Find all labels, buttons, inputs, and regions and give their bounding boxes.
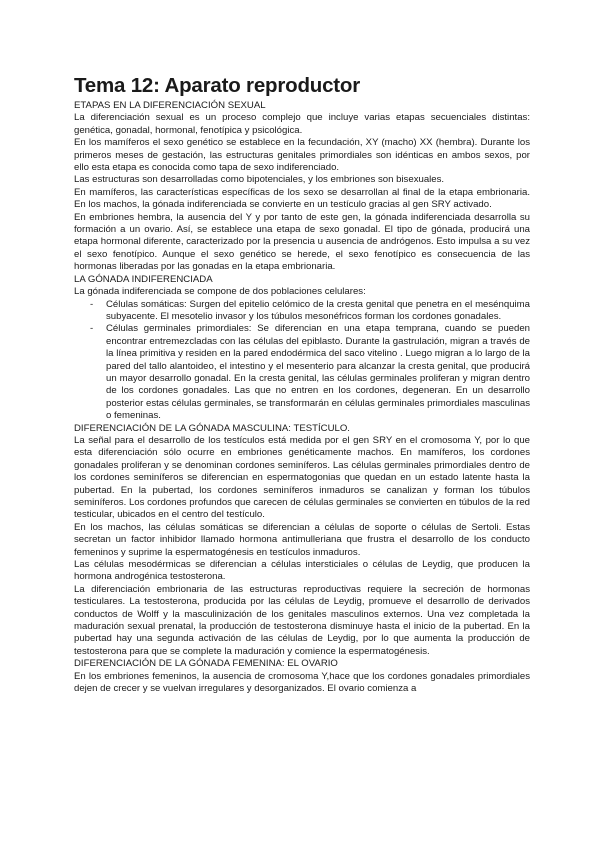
paragraph: Las células mesodérmicas se diferencian a células intersticiales o células de Leydig, que producen la hormona androgénica testosterona.	[74, 559, 530, 583]
dash-bullet-icon: -	[90, 323, 94, 335]
section-gonada-femenina	[74, 658, 530, 695]
section-heading: DIFERENCIACIÓN DE LA GÓNADA FEMENINA: EL OVARIO	[74, 658, 338, 670]
list-item: - Células somáticas: Surgen del epitelio celómico de la cresta genital que penetra en el mesénquima subyacente. El mesotelio invasor y los túbulos mesonéfricos forman los cordones gonadales.	[90, 298, 530, 322]
paragraph: En los mamíferos el sexo genético se establece en la fecundación, XY (macho) XX (hembra). Durante los primeros meses de gestación, las estructuras genitales primordiales son idénticas en ambos sexos, por ello esta etapa es conocida como tapa de sexo indiferenciado.	[74, 137, 530, 174]
section-heading: ETAPAS EN LA DIFERENCIACIÓN SEXUAL	[74, 100, 266, 111]
section-gonada-indiferenciada	[74, 274, 530, 423]
paragraph: La diferenciación sexual es un proceso complejo que incluye varias etapas secuenciales distintas: genética, gonadal, hormonal, fenotípica y psicológica.	[74, 112, 530, 136]
paragraph: La señal para el desarrollo de los testículos está medida por el gen SRY en el cromosoma Y, por lo que esta diferenciación sólo ocurre en embriones genéticamente machos. En mamíferos, los cordones gonadales proliferan y se denominan cordones seminíferos. Las células germinales primordiales dentro de los cordones seminíferos se diferencian en espermatogonias que quedan en un estado latente hasta la pubertad. En la pubertad, los cordones seminíferos inmaduros se canalizan y forman los túbulos seminíferos. Los cordones profundos que carecen de células germinales se convierten en túbulos de la red testicular, ubicados en el centro del testículo.	[74, 434, 530, 521]
section-heading: LA GÓNADA INDIFERENCIADA	[74, 273, 213, 285]
paragraph: En los machos, las células somáticas se diferencian a células de soporte o células de Sertoli. Estas secretan un factor inhibidor llamado hormona antimulleriana que frustra el desarrollo de los conducto femeninos y suprime la espermatogénesis en testículos inmaduros.	[74, 521, 530, 558]
section-etapas	[74, 100, 530, 274]
section-heading: DIFERENCIACIÓN DE LA GÓNADA MASCULINA: TESTÍCULO.	[74, 422, 350, 434]
paragraph: Las estructuras son desarrolladas como bipotenciales, y los embriones son bisexuales.	[74, 174, 445, 186]
list-item: - Células germinales primordiales: Se diferencian en una etapa temprana, cuando se pueden encontrar entremezcladas con las células del epiblasto. Durante la gastrulación, migran a través de la línea primitiva y residen en la pared endodérmica del saco vitelino . Luego migran a lo largo de la pared del tallo alantoideo, el intestino y el mesenterio para alcanzar la cresta genital, que producirá un mayor desarrollo gonadal. En la cresta genital, las células germinales proliferan y migran dentro de los cordones gonadales. Las que no entren en los cordones, degeneran. En un desarrollo posterior estas células germinales, se transformarán en células germinales primordiales masculinas o femeninas.	[90, 323, 530, 422]
document-title: Tema 12: Aparato reproductor	[74, 74, 361, 97]
paragraph: En mamíferos, las características específicas de los sexo se desarrollan al final de la etapa embrionaria. En los machos, la gónada indiferenciada se convierte en un testículo gracias al gen SRY activado.	[74, 186, 530, 211]
bullet-list	[74, 299, 530, 423]
document-page	[74, 74, 530, 696]
paragraph: La diferenciación embrionaria de las estructuras reproductivas requiere la secreción de hormonas testiculares. La testosterona, producida por las células de Leydig, promueve el desarrollo de derivados conductos de Wolff y la masculinización de los genitales masculinos externos. Una vez completada la maduración sexual prenatal, la producción de testosterona disminuye hasta el inicio de la pubertad. En la pubertad hay una segunda activación de las células de Leydig, por lo que aumenta la producción de testosterona para que se complete la maduración y comience la espermatogénesis.	[74, 583, 530, 657]
paragraph: La gónada indiferenciada se compone de dos poblaciones celulares:	[74, 286, 366, 298]
dash-bullet-icon: -	[90, 298, 94, 310]
paragraph: En los embriones femeninos, la ausencia de cromosoma Y,hace que los cordones gonadales primordiales dejen de crecer y se vuelvan irregulares y desorganizados. El ovario comienza a	[74, 670, 530, 695]
section-gonada-masculina	[74, 423, 530, 659]
paragraph: En embriones hembra, la ausencia del Y y por tanto de este gen, la gónada indiferenciada desarrolla su formación a un ovario. Así, se establece una etapa de sexo gonadal. El tipo de gónada, producirá una etapa hormonal diferente, caracterizado por la presencia u ausencia de andrógenos. Esto impulsa a su vez el sexo fenotípico. Aunque el sexo genético se herede, el sexo fenotípico es consecuencia de las hormonas liberadas por las gonadas en la etapa embrionaria.	[74, 211, 530, 273]
